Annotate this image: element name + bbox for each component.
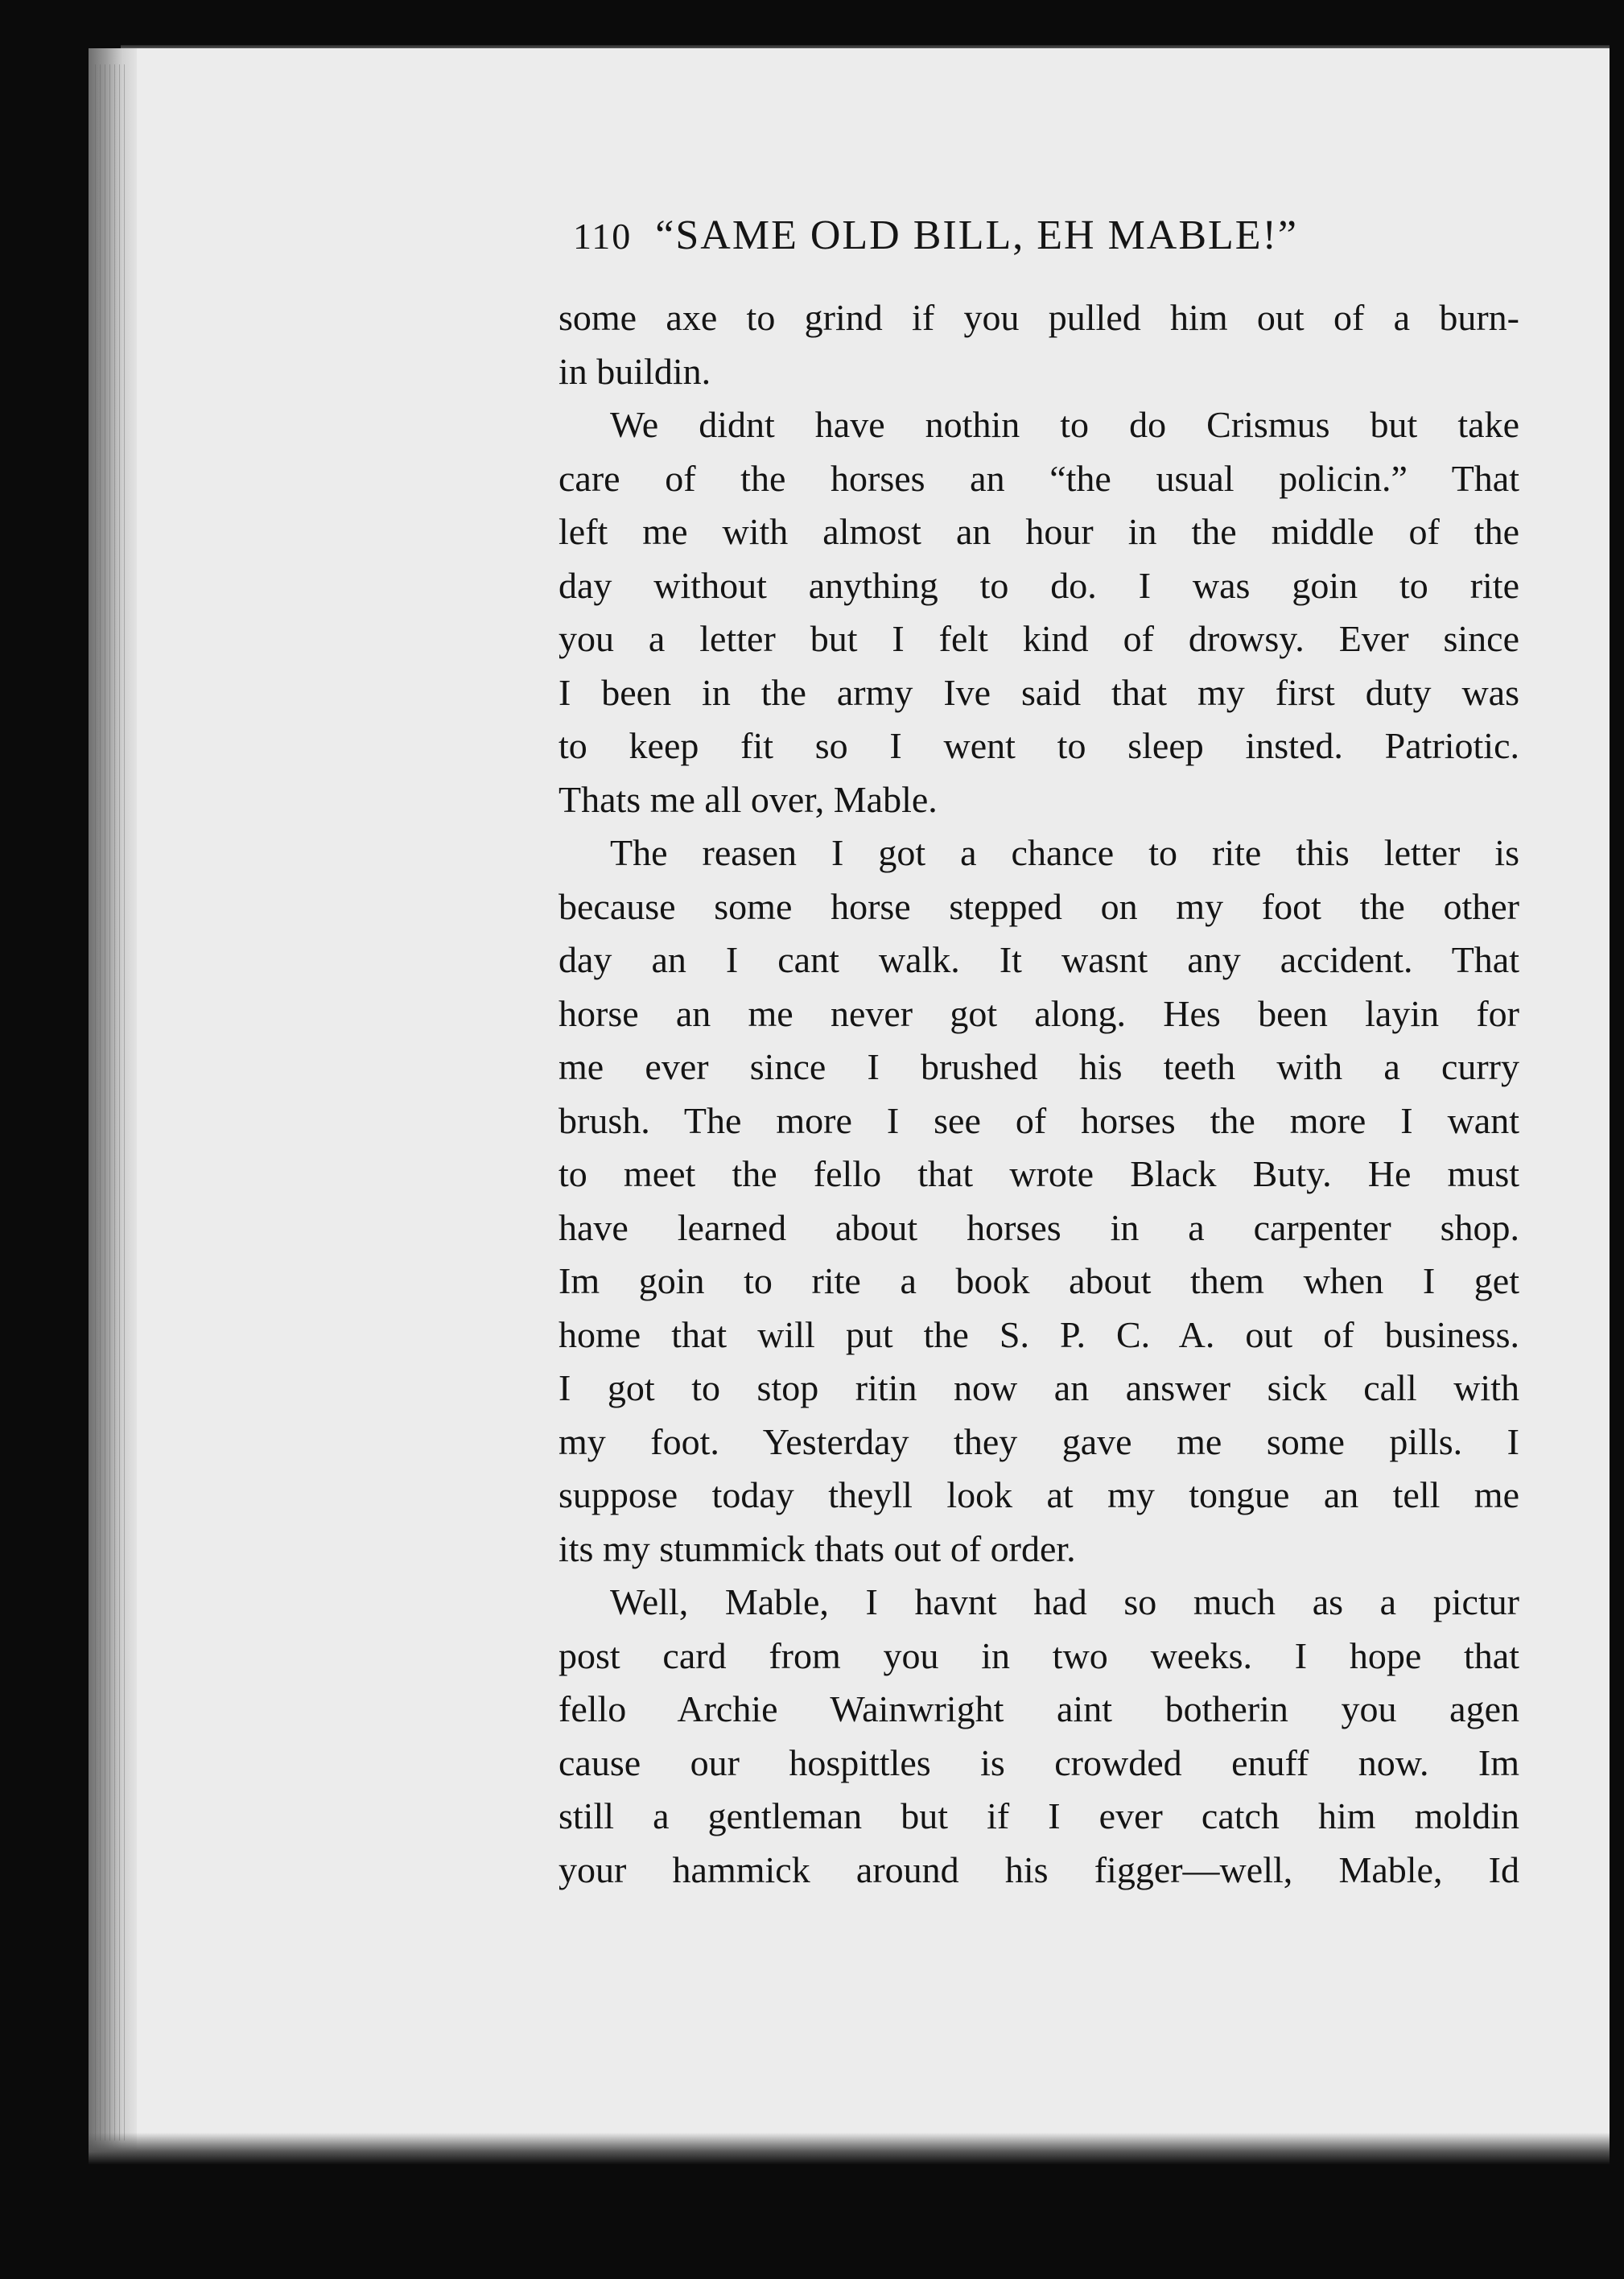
page-stack-lines [95,64,127,2141]
text-line: Thats me all over, Mable. [559,778,938,820]
page-bottom-shadow [89,2133,1610,2165]
text-line: home that will put the S. P. C. A. out of business. [559,1313,1519,1355]
text-line: still a gentleman but if I ever catch him moldin [559,1795,1519,1836]
text-line: fello Archie Wainwright aint botherin you agen [559,1688,1519,1729]
text-line: to keep fit so I went to sleep insted. Patriotic. [559,725,1519,766]
paragraph-first-line: The reasen I got a chance to rite this letter is [610,832,1519,873]
text-line: Im goin to rite a book about them when I get [559,1260,1519,1301]
text-line: post card from you in two weeks. I hope that [559,1634,1519,1676]
text-line: cause our hospittles is crowded enuff now. Im [559,1741,1519,1783]
text-line: horse an me never got along. Hes been layin for [559,992,1519,1034]
text-line: day an I cant walk. It wasnt any accident. That [559,939,1519,980]
text-line: to meet the fello that wrote Black Buty. He must [559,1153,1519,1194]
text-line: brush. The more I see of horses the more I want [559,1099,1519,1141]
paragraph-first-line: Well, Mable, I havnt had so much as a pictur [610,1581,1519,1622]
text-line: its my stummick thats out of order. [559,1527,1076,1569]
running-head [573,212,1523,259]
text-line: I been in the army Ive said that my first duty was [559,671,1519,713]
text-line: day without anything to do. I was goin to rite [559,564,1519,606]
text-line: me ever since I brushed his teeth with a curry [559,1046,1519,1087]
text-line: in buildin. [559,350,711,392]
text-line: you a letter but I felt kind of drowsy. Ever since [559,618,1519,659]
paragraph-first-line: We didnt have nothin to do Crismus but take [610,404,1519,445]
text-line: I got to stop ritin now an answer sick call with [559,1367,1519,1408]
text-line: your hammick around his figger—well, Mable, Id [559,1848,1519,1890]
text-line: because some horse stepped on my foot the other [559,885,1519,927]
text-line: some axe to grind if you pulled him out of a burn- [559,297,1519,338]
text-line: my foot. Yesterday they gave me some pills. I [559,1420,1519,1462]
text-line: care of the horses an “the usual policin.” That [559,457,1519,499]
text-line: have learned about horses in a carpenter shop. [559,1206,1519,1248]
running-title: “SAME OLD BILL, EH MABLE!” [655,212,1298,258]
body-text [559,291,1519,1897]
page-number: 110 [573,216,633,257]
text-line: suppose today theyll look at my tongue an tell me [559,1474,1519,1515]
text-line: left me with almost an hour in the middle of the [559,511,1519,552]
